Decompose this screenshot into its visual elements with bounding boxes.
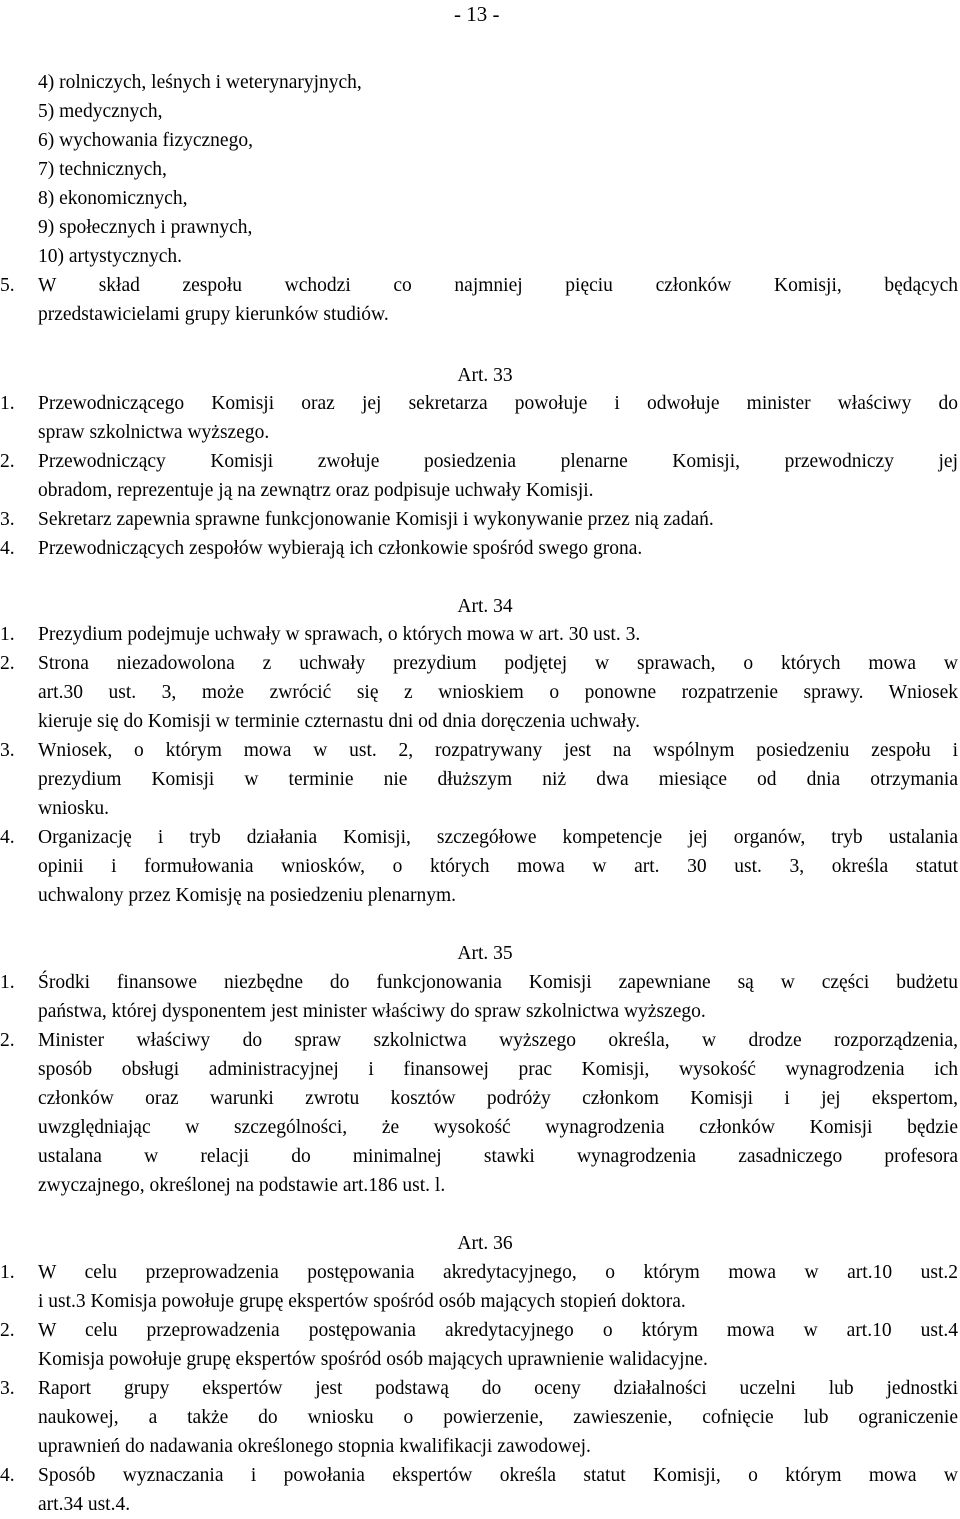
paragraph-line: uwzględniając w szczególności, że wysokość wynagrodzenia członków Komisji będzie: [38, 1117, 958, 1138]
list-item: 10) artystycznych.: [38, 246, 183, 267]
paragraph-line: art.30 ust. 3, może zwrócić się z wnioskiem o ponowne rozpatrzenie sprawy. Wniosek: [38, 682, 958, 703]
paragraph-line: prezydium Komisji w terminie nie dłuższym niż dwa miesiące od dnia otrzymania: [38, 769, 958, 790]
paragraph-line: uprawnień do nadawania określonego stopnia kwalifikacji zawodowej.: [38, 1436, 591, 1457]
paragraph-line: Prezydium podejmuje uchwały w sprawach, o których mowa w art. 30 ust. 3.: [38, 624, 641, 645]
paragraph-line: obradom, reprezentuje ją na zewnątrz oraz podpisuje uchwały Komisji.: [38, 480, 594, 501]
paragraph-line: sposób obsługi administracyjnej i finansowej prac Komisji, wysokość wynagrodzenia ich: [38, 1059, 958, 1080]
paragraph-number: 1.: [0, 972, 15, 993]
paragraph-line: Organizację i tryb działania Komisji, szczegółowe kompetencje jej organów, tryb ustalania: [38, 827, 958, 848]
paragraph-number: 1.: [0, 393, 15, 414]
paragraph-number: 4.: [0, 1465, 15, 1486]
paragraph-line: ustalana w relacji do minimalnej stawki wynagrodzenia zasadniczego profesora: [38, 1146, 958, 1167]
paragraph-number: 3.: [0, 509, 15, 530]
paragraph-line: Przewodniczący Komisji zwołuje posiedzenia plenarne Komisji, przewodniczy jej: [38, 451, 958, 472]
page-number: - 13 -: [454, 2, 500, 26]
paragraph-line: państwa, której dysponentem jest minister właściwy do spraw szkolnictwa wyższego.: [38, 1001, 706, 1022]
paragraph-number: 3.: [0, 1378, 15, 1399]
paragraph-number: 4.: [0, 827, 15, 848]
paragraph-line: W celu przeprowadzenia postępowania akredytacyjnego o którym mowa w art.10 ust.4: [38, 1320, 958, 1341]
paragraph-line: art.34 ust.4.: [38, 1494, 131, 1515]
paragraph-line: zwyczajnego, określonej na podstawie art.186 ust. l.: [38, 1175, 446, 1196]
paragraph-number: 3.: [0, 740, 15, 761]
paragraph-number: 2.: [0, 451, 15, 472]
study-fields-list: [38, 68, 362, 271]
list-item: 5) medycznych,: [38, 101, 163, 122]
paragraph-number: 2.: [0, 1320, 15, 1341]
paragraph-number: 1.: [0, 624, 15, 645]
paragraph-5: [0, 271, 960, 329]
paragraph-line: Sekretarz zapewnia sprawne funkcjonowanie Komisji i wykonywanie przez nią zadań.: [38, 509, 714, 530]
paragraph-line: Raport grupy ekspertów jest podstawą do oceny działalności uczelni lub jednostki: [38, 1378, 958, 1399]
paragraph-line: naukowej, a także do wniosku o powierzenie, zawieszenie, cofnięcie lub ograniczenie: [38, 1407, 958, 1428]
paragraph-line: Środki finansowe niezbędne do funkcjonowania Komisji zapewniane są w części budżetu: [38, 972, 958, 993]
article-33: [0, 389, 960, 563]
article-35: [0, 968, 960, 1200]
paragraph-line: spraw szkolnictwa wyższego.: [38, 422, 270, 443]
paragraph-line: Przewodniczącego Komisji oraz jej sekretarza powołuje i odwołuje minister właściwy do: [38, 393, 958, 414]
paragraph-line: Przewodniczących zespołów wybierają ich członkowie spośród swego grona.: [38, 538, 643, 559]
paragraph-line: Wniosek, o którym mowa w ust. 2, rozpatrywany jest na wspólnym posiedzeniu zespołu i: [38, 740, 958, 761]
article-heading: Art. 35: [457, 943, 513, 964]
list-item: 9) społecznych i prawnych,: [38, 217, 253, 238]
article-heading: Art. 34: [457, 596, 513, 617]
article-36: [0, 1258, 960, 1519]
paragraph-line: przedstawicielami grupy kierunków studiów.: [38, 304, 389, 325]
paragraph-number: 1.: [0, 1262, 15, 1283]
paragraph-line: opinii i formułowania wniosków, o których mowa w art. 30 ust. 3, określa statut: [38, 856, 958, 877]
article-heading: Art. 33: [457, 365, 513, 386]
article-34: [0, 620, 960, 910]
list-item: 7) technicznych,: [38, 159, 167, 180]
paragraph-line: W skład zespołu wchodzi co najmniej pięciu członków Komisji, będących: [38, 275, 958, 296]
paragraph-line: W celu przeprowadzenia postępowania akredytacyjnego, o którym mowa w art.10 ust.2: [38, 1262, 958, 1283]
paragraph-line: Sposób wyznaczania i powołania ekspertów określa statut Komisji, o którym mowa w: [38, 1465, 958, 1486]
paragraph-number: 2.: [0, 1030, 15, 1051]
paragraph-line: kieruje się do Komisji w terminie czternastu dni od dnia doręczenia uchwały.: [38, 711, 640, 732]
paragraph-number: 4.: [0, 538, 15, 559]
paragraph-line: Strona niezadowolona z uchwały prezydium podjętej w sprawach, o których mowa w: [38, 653, 958, 674]
paragraph-number: 5.: [0, 275, 15, 296]
paragraph-line: Komisja powołuje grupę ekspertów spośród osób mających uprawnienie walidacyjne.: [38, 1349, 708, 1370]
paragraph-line: Minister właściwy do spraw szkolnictwa wyższego określa, w drodze rozporządzenia,: [38, 1030, 958, 1051]
paragraph-number: 2.: [0, 653, 15, 674]
article-heading: Art. 36: [457, 1233, 513, 1254]
list-item: 6) wychowania fizycznego,: [38, 130, 253, 151]
paragraph-line: i ust.3 Komisja powołuje grupę ekspertów spośród osób mających stopień doktora.: [38, 1291, 686, 1312]
list-item: 4) rolniczych, leśnych i weterynaryjnych,: [38, 72, 362, 93]
paragraph-line: uchwalony przez Komisję na posiedzeniu plenarnym.: [38, 885, 457, 906]
paragraph-line: wniosku.: [38, 798, 109, 819]
paragraph-line: członków oraz warunki zwrotu kosztów podróży członkom Komisji i jej ekspertom,: [38, 1088, 958, 1109]
list-item: 8) ekonomicznych,: [38, 188, 188, 209]
